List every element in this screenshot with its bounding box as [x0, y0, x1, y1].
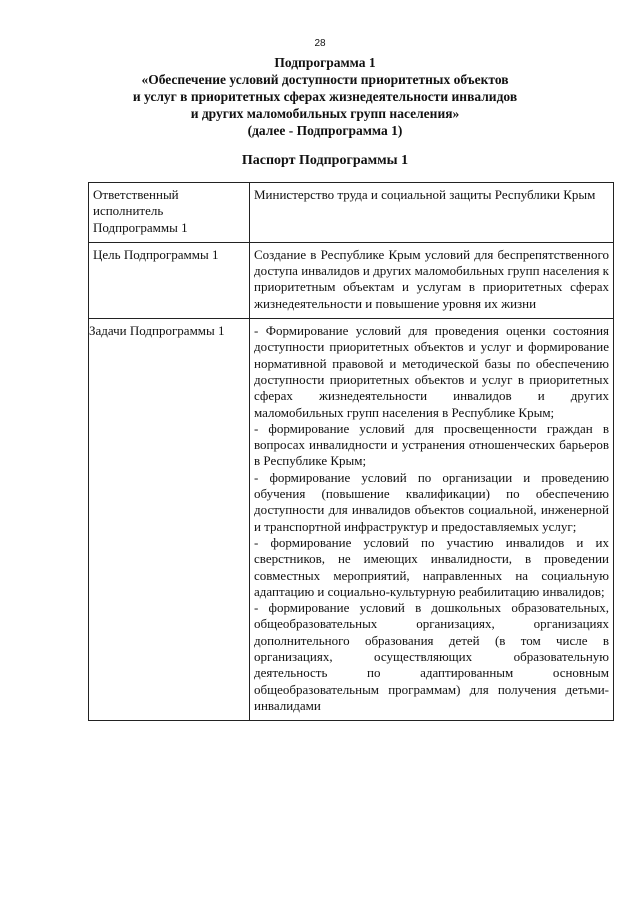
page-number: 28 — [314, 38, 326, 49]
row-label-cell — [89, 319, 250, 721]
task-item: - Формирование условий для проведения оценки состояния доступности приоритетных объектов и услуг и формирование нормативной правовой и методической базы по обеспечению доступности приоритетных объектов и услуг в приоритетных сферах жизнедеятельности инвалидов и других маломобильных групп населения в Республике Крым; — [254, 323, 609, 420]
heading-line-4: и других маломобильных групп населения» — [190, 106, 460, 121]
row-label-cell — [89, 242, 250, 318]
heading-line-3: и услуг в приоритетных сферах жизнедеятельности инвалидов — [132, 89, 518, 104]
row-value-cell — [250, 319, 614, 721]
heading-line-2: «Обеспечение условий доступности приоритетных объектов — [141, 72, 509, 87]
passport-table — [88, 182, 614, 721]
responsible-executor-value: Министерство труда и социальной защиты Республики Крым — [254, 187, 596, 202]
heading-line-5: (далее - Подпрограмма 1) — [247, 123, 403, 138]
row-value-cell — [250, 242, 614, 318]
subprogram-heading — [60, 54, 590, 139]
goal-label: Цель Подпрограммы 1 — [93, 246, 219, 262]
heading-line-1: Подпрограмма 1 — [274, 55, 376, 70]
task-item: - формирование условий в дошкольных образовательных, общеобразовательных организациях, организациях дополнительного образования детей (в том числе в организациях, осуществляющих образовательную деятельность по адаптированным основным общеобразовательным программам) для получения детьми-инвалидами — [254, 600, 609, 713]
tasks-label: Задачи Подпрограммы 1 — [89, 323, 225, 339]
task-item: - формирование условий для просвещенности граждан в вопросах инвалидности и устранения отношенческих барьеров в Республике Крым; — [254, 420, 609, 469]
responsible-executor-label: Ответственный исполнитель Подпрограммы 1 — [93, 187, 188, 235]
table-row — [89, 183, 614, 243]
task-item: - формирование условий по организации и проведению обучения (повышение квалификации) по обеспечению доступности для инвалидов объектов социальной, инженерной и транспортной инфраструктур и предоставляемых услуг; — [254, 469, 609, 534]
passport-title: Паспорт Подпрограммы 1 — [241, 153, 409, 168]
table-row — [89, 242, 614, 318]
row-value-cell — [250, 183, 614, 243]
row-label-cell — [89, 183, 250, 243]
goal-value: Создание в Республике Крым условий для беспрепятственного доступа инвалидов и других маломобильных групп населения к приоритетным объектам и услугам в приоритетных сферах жизнедеятельности и повышение уровня их жизни — [254, 246, 609, 311]
task-item: - формирование условий по участию инвалидов и их сверстников, не имеющих инвалидности, в проведении совместных мероприятий, направленных на социальную адаптацию и социально-культурную реабилитацию инвалидов; — [254, 534, 609, 599]
table-row — [89, 319, 614, 721]
